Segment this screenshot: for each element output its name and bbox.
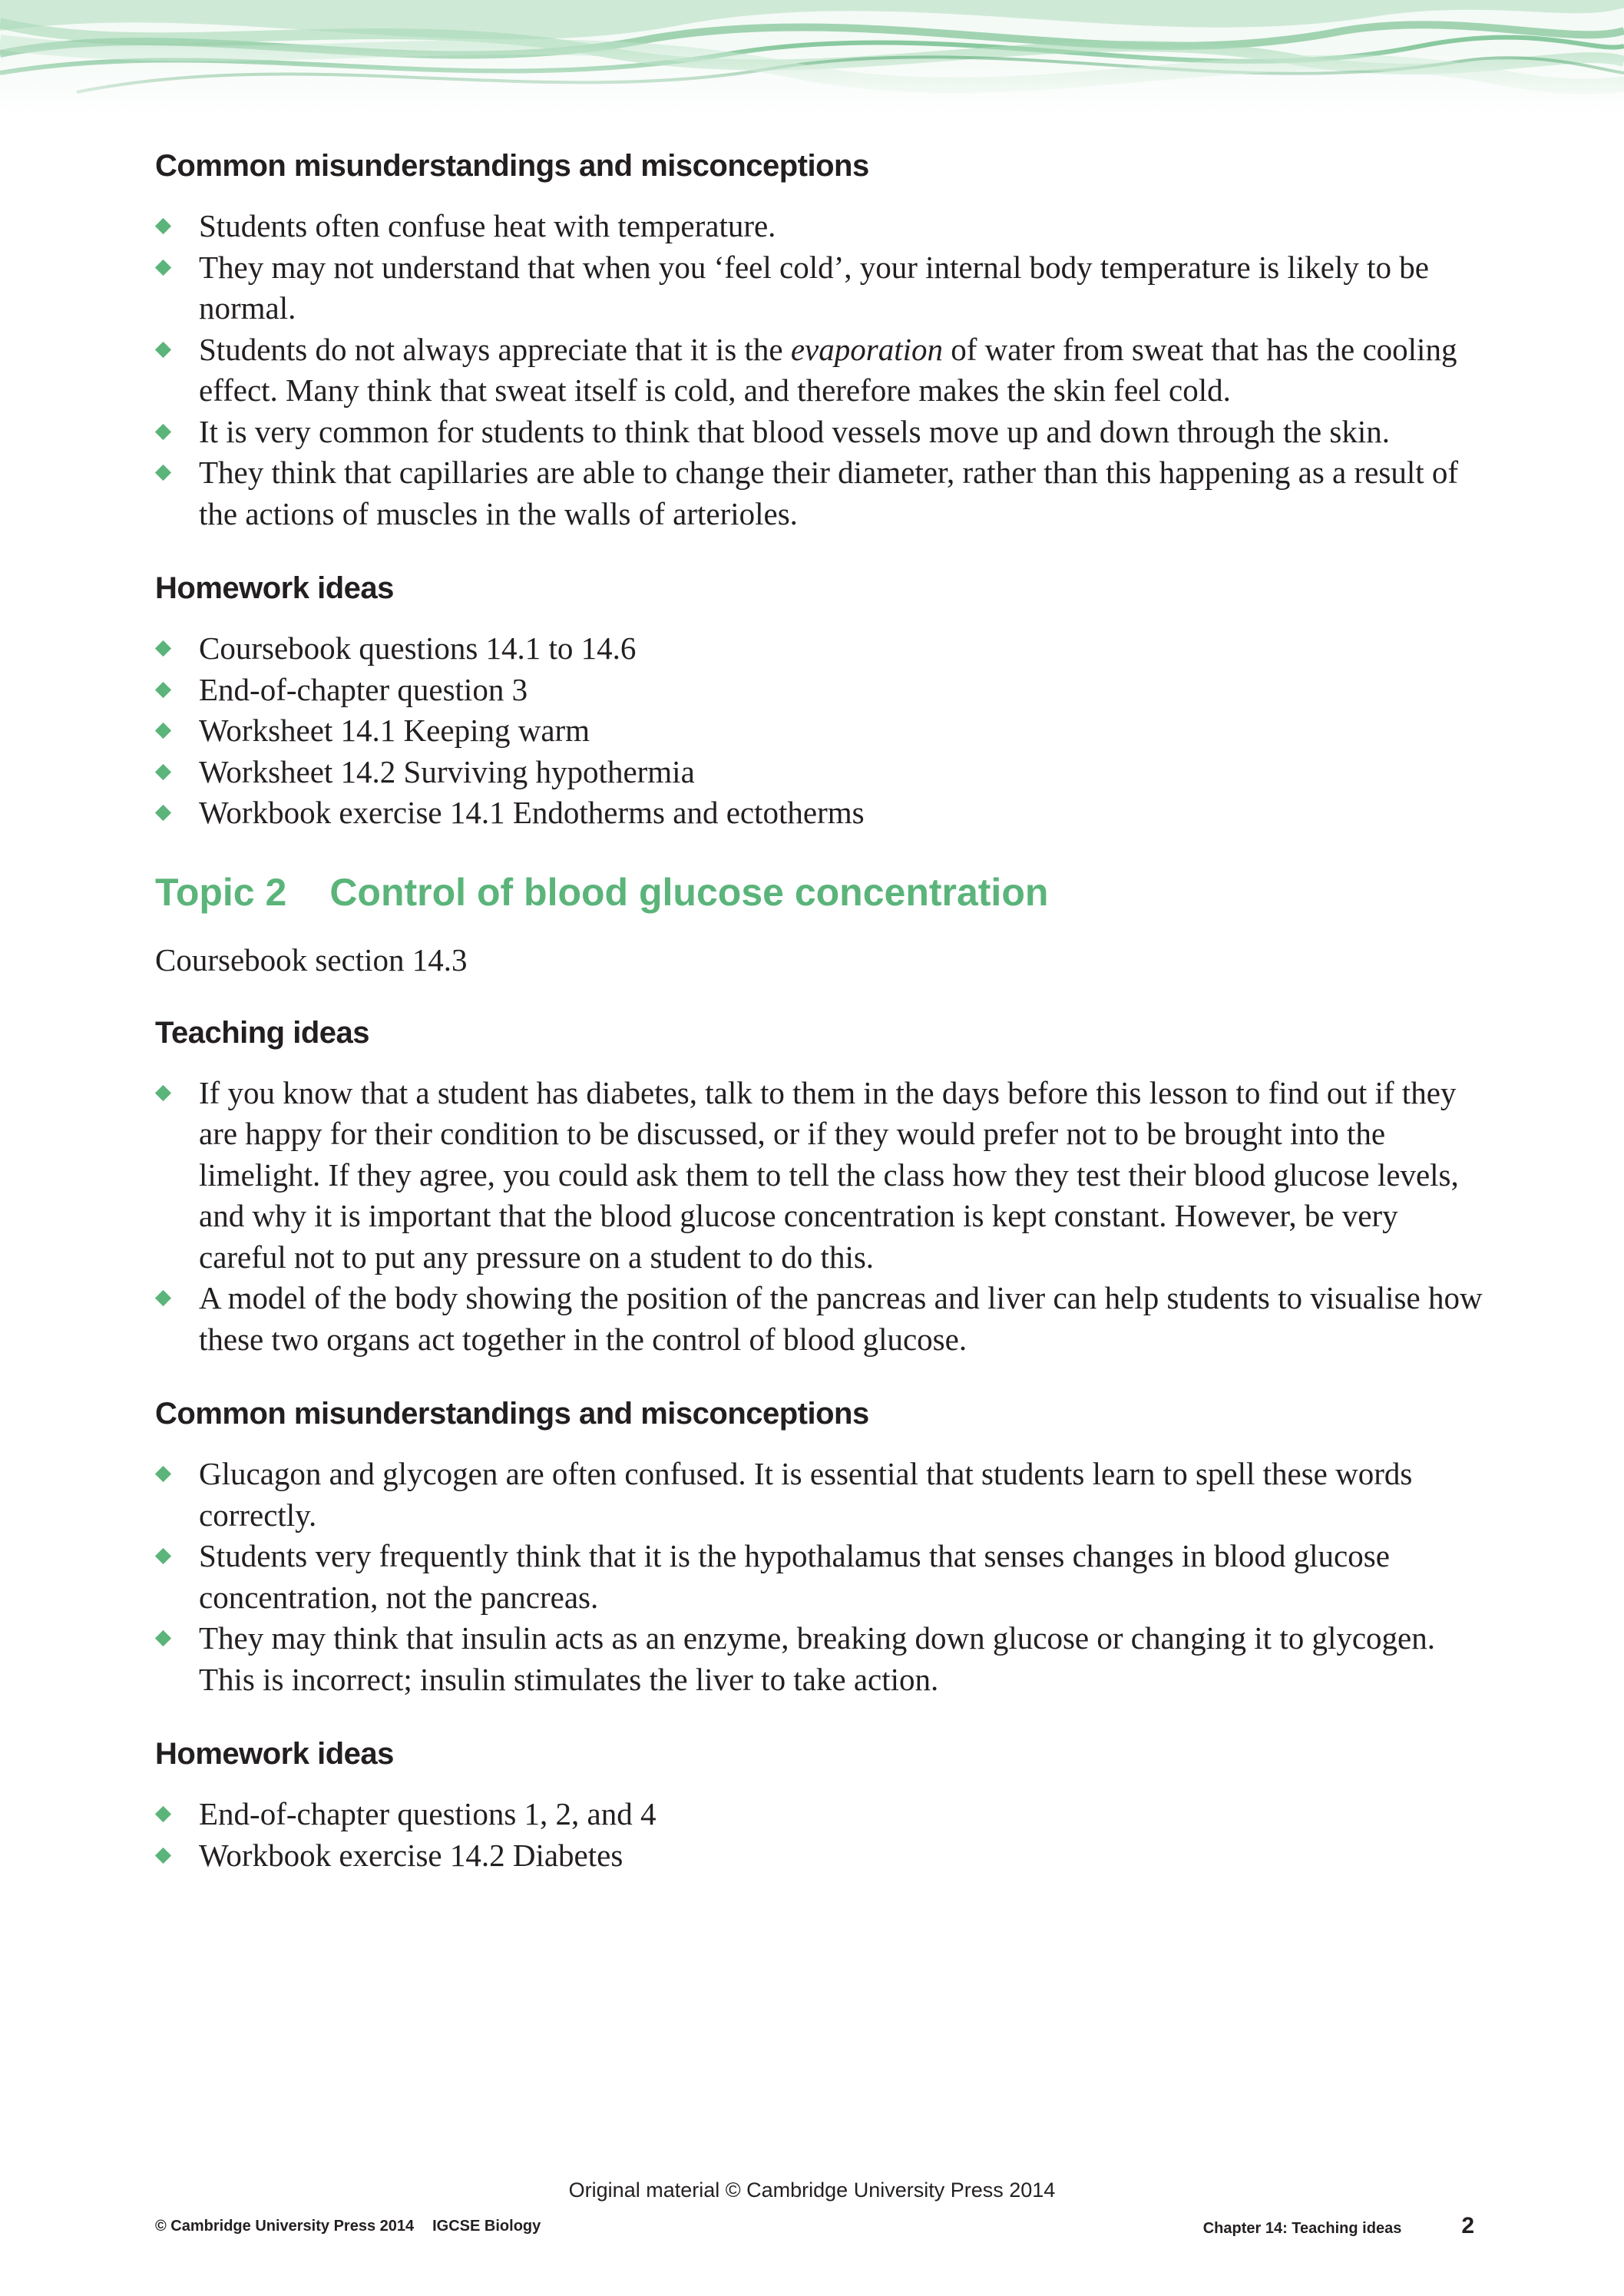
diamond-bullet-icon (155, 1548, 171, 1564)
diamond-bullet-icon (155, 763, 171, 779)
decorative-wave-banner (0, 0, 1624, 115)
teaching-ideas-list (155, 1073, 1491, 1361)
misconceptions-heading-2: Common misunderstandings and misconceptions (155, 1397, 869, 1431)
diamond-bullet-icon (155, 640, 171, 657)
homework-heading-1: Homework ideas (155, 571, 394, 605)
diamond-bullet-icon (155, 1466, 171, 1482)
footer-copyright: © Cambridge University Press 2014 (155, 2218, 415, 2235)
list-item: End-of-chapter question 3 (155, 670, 1491, 711)
topic-number: Topic 2 (155, 870, 287, 914)
footer-book-title: IGCSE Biology (432, 2218, 541, 2235)
list-item: If you know that a student has diabetes, talk to them in the days before this lesson to find out if they are happy for their condition to be discussed, or if they would prefer not to be brought into the limelight. If they agree, you could ask them to tell the class how they test their blood glucose levels, and why it is important that the blood glucose concentration is kept constant. However, be very careful not to put any pressure on a student to do this. (155, 1073, 1491, 1279)
diamond-bullet-icon (155, 1084, 171, 1100)
list-item: They may think that insulin acts as an enzyme, breaking down glucose or changing it to glycogen. This is incorrect; insulin stimulates the liver to take action. (155, 1618, 1491, 1700)
teaching-ideas-heading: Teaching ideas (155, 1015, 370, 1050)
list-item: A model of the body showing the position of the pancreas and liver can help students to visualise how these two organs act together in the control of blood glucose. (155, 1278, 1491, 1360)
list-item: They may not understand that when you ‘feel cold’, your internal body temperature is likely to be normal. (155, 247, 1491, 329)
footer-right (1203, 2213, 1474, 2239)
list-item: It is very common for students to think that blood vessels move up and down through the skin. (155, 412, 1491, 453)
misconceptions-list-1 (155, 206, 1491, 534)
diamond-bullet-icon (155, 1630, 171, 1646)
diamond-bullet-icon (155, 681, 171, 697)
diamond-bullet-icon (155, 1847, 171, 1863)
footer-left (155, 2218, 541, 2235)
original-material-notice: Original material © Cambridge University Press 2014 (568, 2179, 1056, 2202)
diamond-bullet-icon (155, 1290, 171, 1306)
topic-name: Control of blood glucose concentration (329, 870, 1049, 914)
page-content (155, 146, 1491, 1910)
diamond-bullet-icon (155, 1806, 171, 1822)
misconceptions-heading-1: Common misunderstandings and misconceptions (155, 149, 869, 183)
homework-heading-2: Homework ideas (155, 1737, 394, 1771)
list-item: Worksheet 14.2 Surviving hypothermia (155, 752, 1491, 793)
homework-list-1 (155, 628, 1491, 834)
list-item: Students do not always appreciate that it is the evaporation of water from sweat that has the cooling effect. Many think that sweat itself is cold, and therefore makes the skin feel cold. (155, 329, 1491, 412)
topic-2-title (155, 868, 1491, 917)
list-item: End-of-chapter questions 1, 2, and 4 (155, 1794, 1491, 1835)
coursebook-reference: Coursebook section 14.3 (155, 941, 468, 978)
diamond-bullet-icon (155, 805, 171, 821)
list-item: Worksheet 14.1 Keeping warm (155, 710, 1491, 752)
footer-chapter: Chapter 14: Teaching ideas (1202, 2220, 1402, 2237)
list-item: Students very frequently think that it is the hypothalamus that senses changes in blood glucose concentration, not the pancreas. (155, 1536, 1491, 1618)
list-item: Glucagon and glycogen are often confused. It is essential that students learn to spell these words correctly. (155, 1454, 1491, 1536)
diamond-bullet-icon (155, 218, 171, 234)
diamond-bullet-icon (155, 259, 171, 275)
page-number: 2 (1461, 2213, 1474, 2238)
list-item: Workbook exercise 14.2 Diabetes (155, 1835, 1491, 1877)
list-item: Students often confuse heat with temperature. (155, 206, 1491, 247)
diamond-bullet-icon (155, 723, 171, 739)
homework-list-2 (155, 1794, 1491, 1876)
diamond-bullet-icon (155, 465, 171, 481)
list-item: Coursebook questions 14.1 to 14.6 (155, 628, 1491, 670)
list-item: They think that capillaries are able to change their diameter, rather than this happening as a result of the actions of muscles in the walls of arterioles. (155, 452, 1491, 534)
diamond-bullet-icon (155, 341, 171, 357)
misconceptions-list-2 (155, 1454, 1491, 1700)
diamond-bullet-icon (155, 423, 171, 439)
list-item: Workbook exercise 14.1 Endotherms and ectotherms (155, 792, 1491, 834)
